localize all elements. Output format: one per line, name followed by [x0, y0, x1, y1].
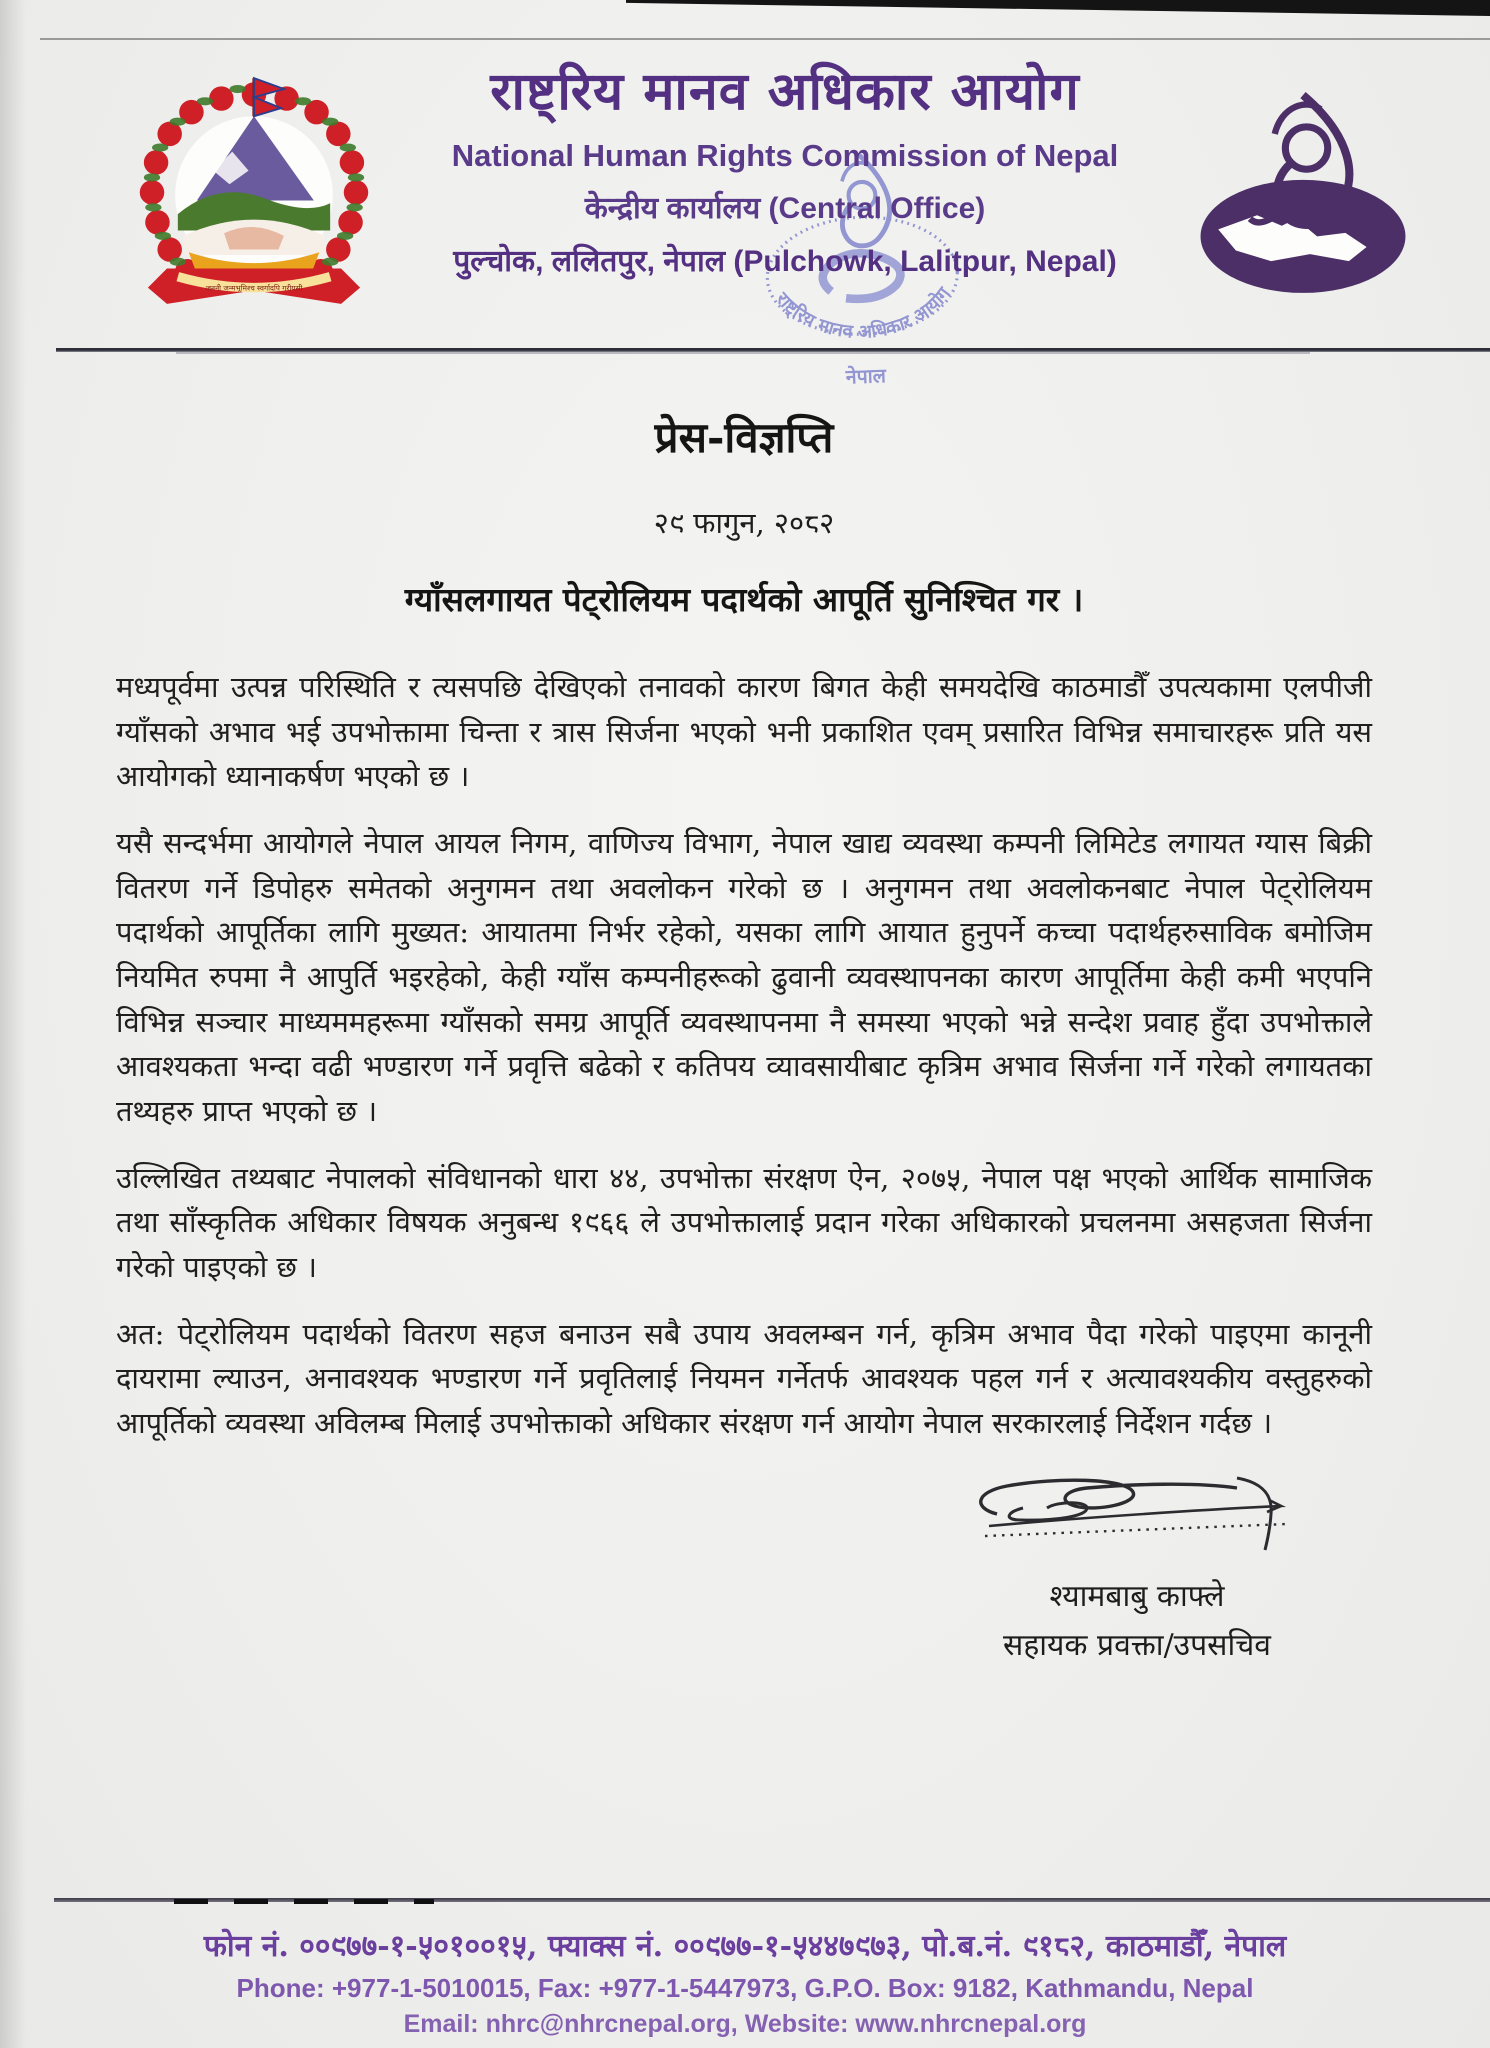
document-body: [116, 408, 1372, 1468]
scan-line-artifact: [40, 38, 1490, 40]
office-address: पुल्चोक, ललितपुर, नेपाल (Pulchowk, Lalitpur, Nepal): [453, 244, 1117, 278]
press-release-title: प्रेस-विज्ञप्ति: [654, 413, 834, 462]
header-divider-rule: [56, 348, 1490, 352]
signatory-role: सहायक प्रवक्ता/उपसचिव: [1003, 1628, 1271, 1663]
emblem-scene: [175, 116, 333, 282]
footer-contact-nepali: फोन नं. ००९७७-१-५०१००१५, फ्याक्स नं. ००९७७-१-५४४७९७३, पो.ब.नं. ९१८२, काठमाडौँ, नेपाल: [203, 1929, 1287, 1964]
paragraph-1: मध्यपूर्वमा उत्पन्न परिस्थिति र त्यसपछि देखिएको तनावको कारण बिगत केही समयदेखि काठमाडौँ उपत्यकामा एलपीजी ग्याँसको अभाव भई उपभोक्तामा चिन्ता र त्रास सिर्जना भएको भनी प्रकाशित एवम् प्रसारित विभिन्न समाचारहरू प्रति यस आयोगको ध्यानाकर्षण भएको छ ।: [116, 670, 1372, 794]
org-name-english: National Human Rights Commission of Nepal: [451, 137, 1119, 173]
org-name-nepali: राष्ट्रिय मानव अधिकार आयोग: [490, 61, 1080, 122]
paragraph-4: अत: पेट्रोलियम पदार्थको वितरण सहज बनाउन सबै उपाय अवलम्बन गर्न, कृत्रिम अभाव पैदा गरेको पाइएमा कानूनी दायरामा ल्याउन, अनावश्यक भण्डारण गर्ने प्रवृतिलाई नियमन गर्नेतर्फ आवश्यक पहल गर्न र अत्यावश्यकीय वस्तुहरुको आपूर्तिको व्यवस्था अविलम्ब मिलाई उपभोक्ताको अधिकार संरक्षण गर्न आयोग नेपाल सरकारलाई निर्देशन गर्दछ ।: [116, 1316, 1372, 1440]
signatory-name: श्यामबाबु काफ्ले: [1049, 1579, 1225, 1614]
footer-contact-english: Phone: +977-1-5010015, Fax: +977-1-5447973, G.P.O. Box: 9182, Kathmandu, Nepal: [236, 1973, 1254, 2003]
paragraph-2: यसै सन्दर्भमा आयोगले नेपाल आयल निगम, वाणिज्य विभाग, नेपाल खाद्य व्यवस्था कम्पनी लिमिटेड लगायत ग्यास बिक्री वितरण गर्ने डिपोहरु समेतको अनुगमन तथा अवलोकन गरेको छ । अनुगमन तथा अवलोकनबाट नेपाल पेट्रोलियम पदार्थको आपूर्तिका लागि मुख्यत: आयातमा निर्भर रहेको, यसका लागि आयात हुनुपर्ने कच्चा पदार्थहरुसाविक बमोजिम नियमित रुपमा नै आपुर्ति भइरहेको, केही ग्याँस कम्पनीहरूको ढुवानी व्यवस्थापनका कारण आपूर्तिमा केही कमी भएपनि विभिन्न सञ्चार माध्यममहरूमा ग्याँसको समग्र आपूर्ति व्यवस्थापनमा नै समस्या भएको भन्ने सन्देश प्रवाह हुँदा उपभोक्ताले आवश्यकता भन्दा वढी भण्डारण गर्ने प्रवृत्ति बढेको र कतिपय व्यावसायीबाट कृत्रिम अभाव सिर्जना गर्ने गरेको लगायतका तथ्यहरु प्राप्त भएको छ ।: [116, 825, 1372, 1128]
paragraph-3: उल्लिखित तथ्यबाट नेपालको संविधानको धारा ४४, उपभोक्ता संरक्षण ऐन, २०७५, नेपाल पक्ष भएको आर्थिक सामाजिक तथा साँस्कृतिक अधिकार विषयक अनुबन्ध १९६६ ले उपभोक्तालाई प्रदान गरेका अधिकारको प्रचलनमा असहजता सिर्जना गरेको पाइएको छ ।: [116, 1160, 1372, 1284]
emblem-motto-text: जननी जन्मभूमिश्च स्वर्गादपि गरीयसी: [205, 283, 303, 293]
motto-ribbon: [148, 269, 360, 304]
nhrc-flame-logo: [1178, 88, 1428, 300]
press-release-subject: ग्याँसलगायत पेट्रोलियम पदार्थको आपूर्ति सुनिश्चित गर ।: [404, 580, 1084, 619]
handwritten-signature: [937, 1468, 1337, 1578]
letterfoot: [0, 1898, 1490, 2048]
letterhead-text: [400, 62, 1170, 280]
footer-divider-rule: [54, 1898, 1490, 1902]
footer-email-website: Email: nhrc@nhrcnepal.org, Website: www.nhrcnepal.org: [403, 2010, 1087, 2038]
signature-block: [902, 1468, 1372, 1664]
stamp-bottom-text: नेपाल: [845, 364, 887, 389]
office-name: केन्द्रीय कार्यालय (Central Office): [584, 191, 986, 225]
svg-text:राष्ट्रिय मानव अधिकार आयोग: [770, 282, 957, 346]
scan-edge-artifact: [0, 0, 1490, 20]
stamp-arc-text: राष्ट्रिय मानव अधिकार आयोग: [771, 283, 955, 343]
nepal-coat-of-arms-logo: [118, 70, 390, 342]
press-release-date: २९ फागुन, २०८२: [653, 506, 835, 540]
letterhead: [0, 61, 1490, 389]
